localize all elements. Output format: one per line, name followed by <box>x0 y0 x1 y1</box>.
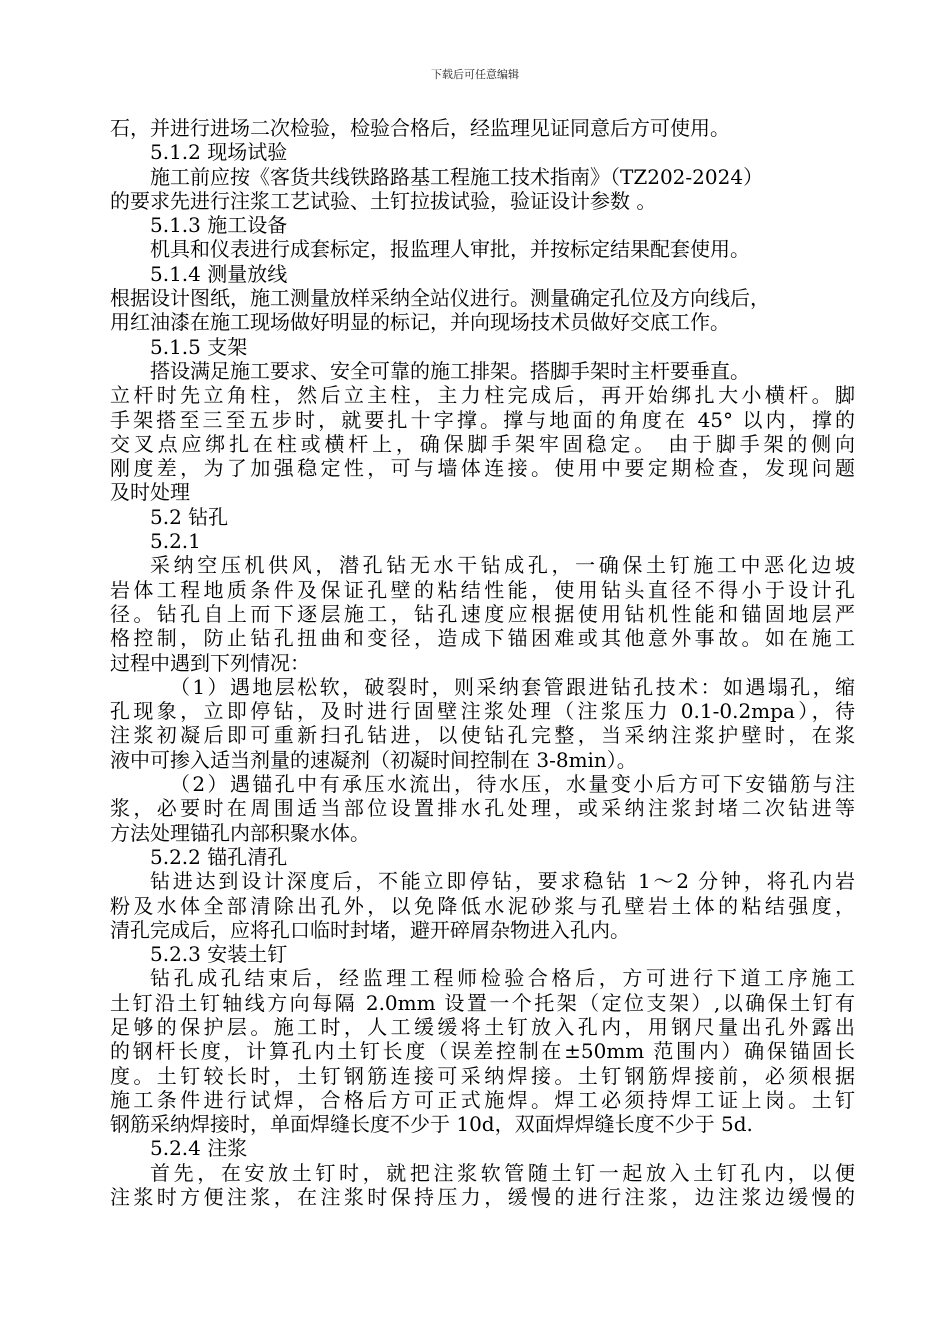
text-line: 施工条件进行试焊，合格后方可正式施焊。焊工必须持焊工证上岗。土钉 <box>110 1087 855 1112</box>
text-line: 岩体工程地质条件及保证孔壁的粘结性能，使用钻头直径不得小于设计孔 <box>110 577 855 602</box>
text-line: 方法处理锚孔内部积聚水体。 <box>110 820 370 845</box>
text-line: 5.1.3 施工设备 <box>150 213 288 238</box>
document-body <box>110 116 855 1209</box>
page-header: 下载后可任意编辑 <box>431 68 519 81</box>
text-line: 根据设计图纸，施工测量放样采纳全站仪进行。测量确定孔位及方向线后， <box>110 286 770 311</box>
text-line: （1）遇地层松软，破裂时，则采纳套管跟进钻孔技术：如遇塌孔，缩 <box>170 674 855 699</box>
text-line: （2）遇锚孔中有承压水流出，待水压，水量变小后方可下安锚筋与注 <box>170 772 855 797</box>
text-line: 5.1.4 测量放线 <box>150 261 288 286</box>
text-line: 5.2.2 锚孔清孔 <box>150 844 288 869</box>
text-line: 钻进达到设计深度后，不能立即停钻，要求稳钻 1～2 分钟，将孔内岩 <box>150 869 855 894</box>
text-line: 石，并进行进场二次检验，检验合格后，经监理见证同意后方可使用。 <box>110 116 730 140</box>
text-line: 5.1.2 现场试验 <box>150 140 288 165</box>
text-line: 的钢杆长度，计算孔内土钉长度（误差控制在±50mm 范围内）确保锚固长 <box>110 1039 855 1064</box>
text-line: 径。钻孔自上而下逐层施工，钻孔速度应根据使用钻机性能和锚固地层严 <box>110 601 855 626</box>
text-line: 立杆时先立角柱，然后立主柱，主力柱完成后，再开始绑扎大小横杆。脚 <box>110 383 855 408</box>
text-line: 粉及水体全部清除出孔外，以免降低水泥砂浆与孔壁岩土体的粘结强度， <box>110 893 855 918</box>
text-line: 及时处理 <box>110 480 190 505</box>
text-line: 钢筋采纳焊接时，单面焊缝长度不少于 10d，双面焊焊缝长度不少于 5d. <box>110 1112 753 1137</box>
text-line: 孔现象，立即停钻，及时进行固壁注浆处理（注浆压力 0.1-0.2mpa），待 <box>110 699 855 724</box>
text-line: 机具和仪表进行成套标定，报监理人审批，并按标定结果配套使用。 <box>150 237 750 262</box>
text-line: 搭设满足施工要求、安全可靠的施工排架。搭脚手架时主杆要垂直。 <box>150 358 750 383</box>
text-line: 浆，必要时在周围适当部位设置排水孔处理，或采纳注浆封堵二次钻进等 <box>110 796 855 821</box>
text-line: 钻孔成孔结束后，经监理工程师检验合格后，方可进行下道工序施工 <box>150 966 855 991</box>
text-line: 注浆时方便注浆，在注浆时保持压力，缓慢的进行注浆，边注浆边缓慢的 <box>110 1185 855 1210</box>
text-line: 施工前应按《客货共线铁路路基工程施工技术指南》（TZ202-2024） <box>150 164 764 189</box>
text-line: 手架搭至三至五步时，就要扎十字撑。撑与地面的角度在 45° 以内，撑的 <box>110 407 855 432</box>
text-line: 度。土钉较长时，土钉钢筋连接可采纳焊接。土钉钢筋焊接前，必须根据 <box>110 1063 855 1088</box>
text-line: 格控制，防止钻孔扭曲和变径，造成下锚困难或其他意外事故。如在施工 <box>110 626 855 651</box>
text-line: 过程中遇到下列情况： <box>110 650 310 675</box>
text-line: 5.2 钻孔 <box>150 504 229 529</box>
text-line: 5.2.3 安装土钉 <box>150 942 288 967</box>
text-line: 5.2.4 注浆 <box>150 1136 248 1161</box>
text-line: 的要求先进行注浆工艺试验、土钉拉拔试验，验证设计参数 。 <box>110 188 657 213</box>
text-line: 用红油漆在施工现场做好明显的标记，并向现场技术员做好交底工作。 <box>110 310 730 335</box>
text-line: 首先，在安放土钉时，就把注浆软管随土钉一起放入土钉孔内，以便 <box>150 1160 855 1185</box>
text-line: 刚度差，为了加强稳定性，可与墙体连接。使用中要定期检查，发现问题 <box>110 456 855 481</box>
text-line: 液中可掺入适当剂量的速凝剂（初凝时间控制在 3-8min）。 <box>110 747 637 772</box>
text-line: 5.1.5 支架 <box>150 334 248 359</box>
text-line: 土钉沿土钉轴线方向每隔 2.0mm 设置一个托架（定位支架）,以确保土钉有 <box>110 990 855 1015</box>
text-line: 清孔完成后，应将孔口临时封堵，避开碎屑杂物进入孔内。 <box>110 917 630 942</box>
text-line: 交叉点应绑扎在柱或横杆上，确保脚手架牢固稳定。 由于脚手架的侧向 <box>110 431 855 456</box>
text-line: 注浆初凝后即可重新扫孔钻进，以使钻孔完整，当采纳注浆护壁时，在浆 <box>110 723 855 748</box>
text-line: 采纳空压机供风，潜孔钻无水干钻成孔，一确保土钉施工中恶化边坡 <box>150 553 855 578</box>
text-line: 足够的保护层。施工时，人工缓缓将土钉放入孔内，用钢尺量出孔外露出 <box>110 1014 855 1039</box>
text-line: 5.2.1 <box>150 529 201 554</box>
